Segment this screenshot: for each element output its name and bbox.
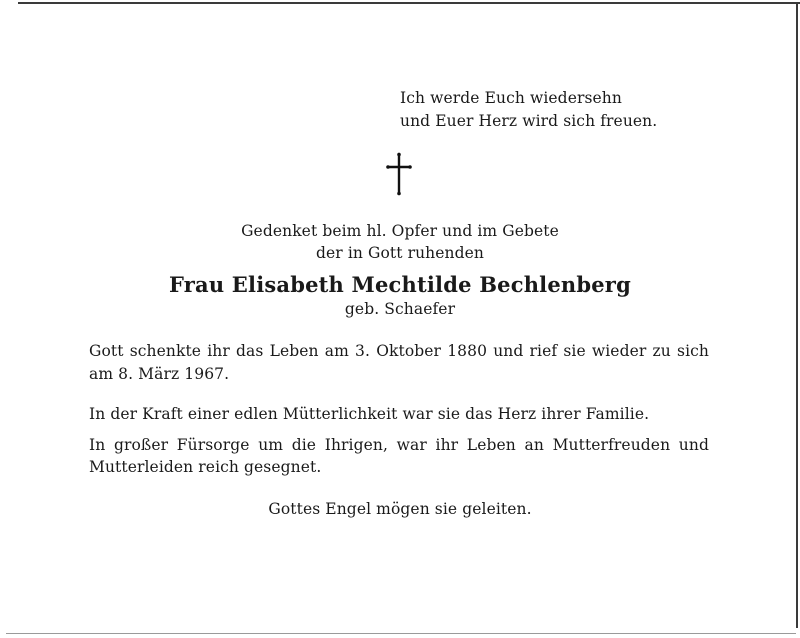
card-edge-bottom bbox=[6, 633, 796, 634]
deceased-name: Frau Elisabeth Mechtilde Bechlenberg bbox=[169, 272, 631, 297]
card-edge-top bbox=[18, 2, 800, 4]
verse-line-1: Ich werde Euch wiedersehn bbox=[400, 89, 622, 107]
intro-line-2: der in Gott ruhenden bbox=[315, 244, 484, 262]
tribute-paragraph-2-line-1: In großer Fürsorge um die Ihrigen, war ihr Leben an Mutterfreuden und bbox=[89, 436, 709, 454]
dates-line-1: Gott schenkte ihr das Leben am 3. Oktober 1880 und rief sie wieder zu sich bbox=[89, 342, 709, 360]
tribute-paragraph-1: In der Kraft einer edlen Mütterlichkeit war sie das Herz ihrer Familie. bbox=[89, 405, 650, 423]
verse-line-2: und Euer Herz wird sich freuen. bbox=[400, 112, 658, 130]
cross-icon bbox=[384, 152, 414, 196]
tribute-paragraph-2-line-2: Mutterleiden reich gesegnet. bbox=[89, 458, 322, 476]
dates-line-2: am 8. März 1967. bbox=[89, 365, 230, 383]
intro-line-1: Gedenket beim hl. Opfer und im Gebete bbox=[241, 222, 559, 240]
maiden-name: geb. Schaefer bbox=[344, 300, 456, 318]
closing-blessing: Gottes Engel mögen sie geleiten. bbox=[268, 500, 532, 518]
